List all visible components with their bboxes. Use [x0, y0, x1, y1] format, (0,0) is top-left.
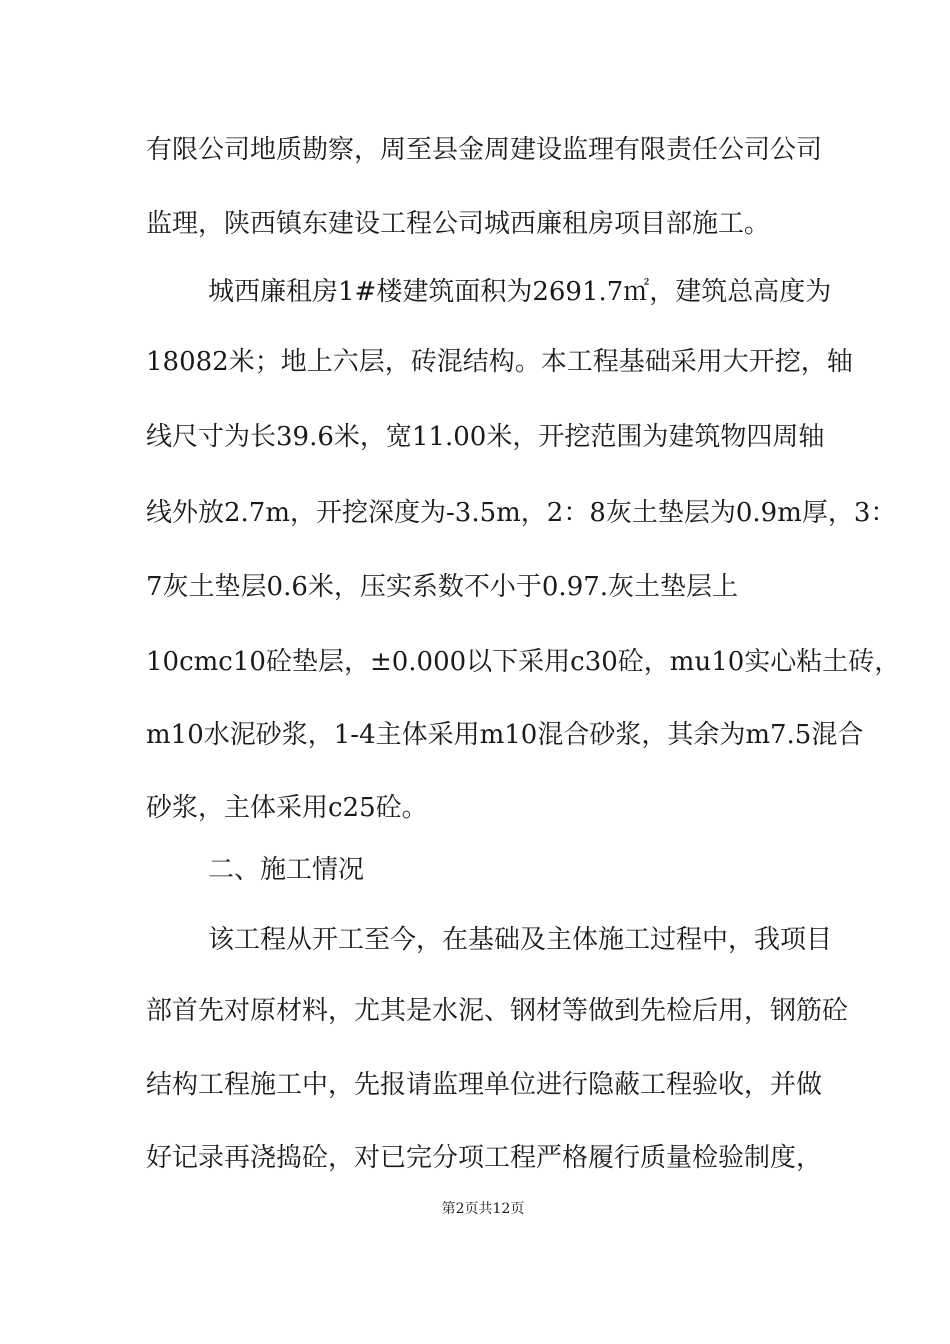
- section-heading: 二、施工情况: [208, 855, 365, 885]
- paragraph-start-line: 城西廉租房1#楼建筑面积为2691.7㎡，建筑总高度为: [208, 277, 832, 307]
- text-line: 部首先对原材料，尤其是水泥、钢材等做到先检后用，钢筋砼: [146, 996, 849, 1026]
- page-number: 第2页共12页: [441, 1201, 525, 1217]
- text-line: 线尺寸为长39.6米，宽11.00米，开挖范围为建筑物四周轴: [146, 422, 825, 452]
- text-line: m10水泥砂浆，1-4主体采用m10混合砂浆，其余为m7.5混合: [146, 720, 864, 750]
- paragraph-start-line: 该工程从开工至今，在基础及主体施工过程中，我项目: [208, 925, 833, 955]
- text-line: 10cmc10砼垫层，±0.000以下采用c30砼，mu10实心粘土砖，: [146, 647, 901, 677]
- text-line: 结构工程施工中，先报请监理单位进行隐蔽工程验收，并做: [146, 1070, 823, 1100]
- text-line: 线外放2.7m，开挖深度为-3.5m，2：8灰土垫层为0.9m厚，3：: [146, 498, 897, 528]
- text-line: 7灰土垫层0.6米，压实系数不小于0.97.灰土垫层上: [146, 572, 739, 602]
- text-line: 有限公司地质勘察，周至县金周建设监理有限责任公司公司: [146, 135, 823, 165]
- text-line: 砂浆，主体采用c25砼。: [146, 793, 428, 823]
- text-line: 监理，陕西镇东建设工程公司城西廉租房项目部施工。: [146, 209, 771, 239]
- page-footer: [0, 1200, 950, 1218]
- text-line: 18082米；地上六层，砖混结构。本工程基础采用大开挖，轴: [146, 347, 853, 377]
- text-line: 好记录再浇捣砼，对已完分项工程严格履行质量检验制度，: [146, 1143, 823, 1173]
